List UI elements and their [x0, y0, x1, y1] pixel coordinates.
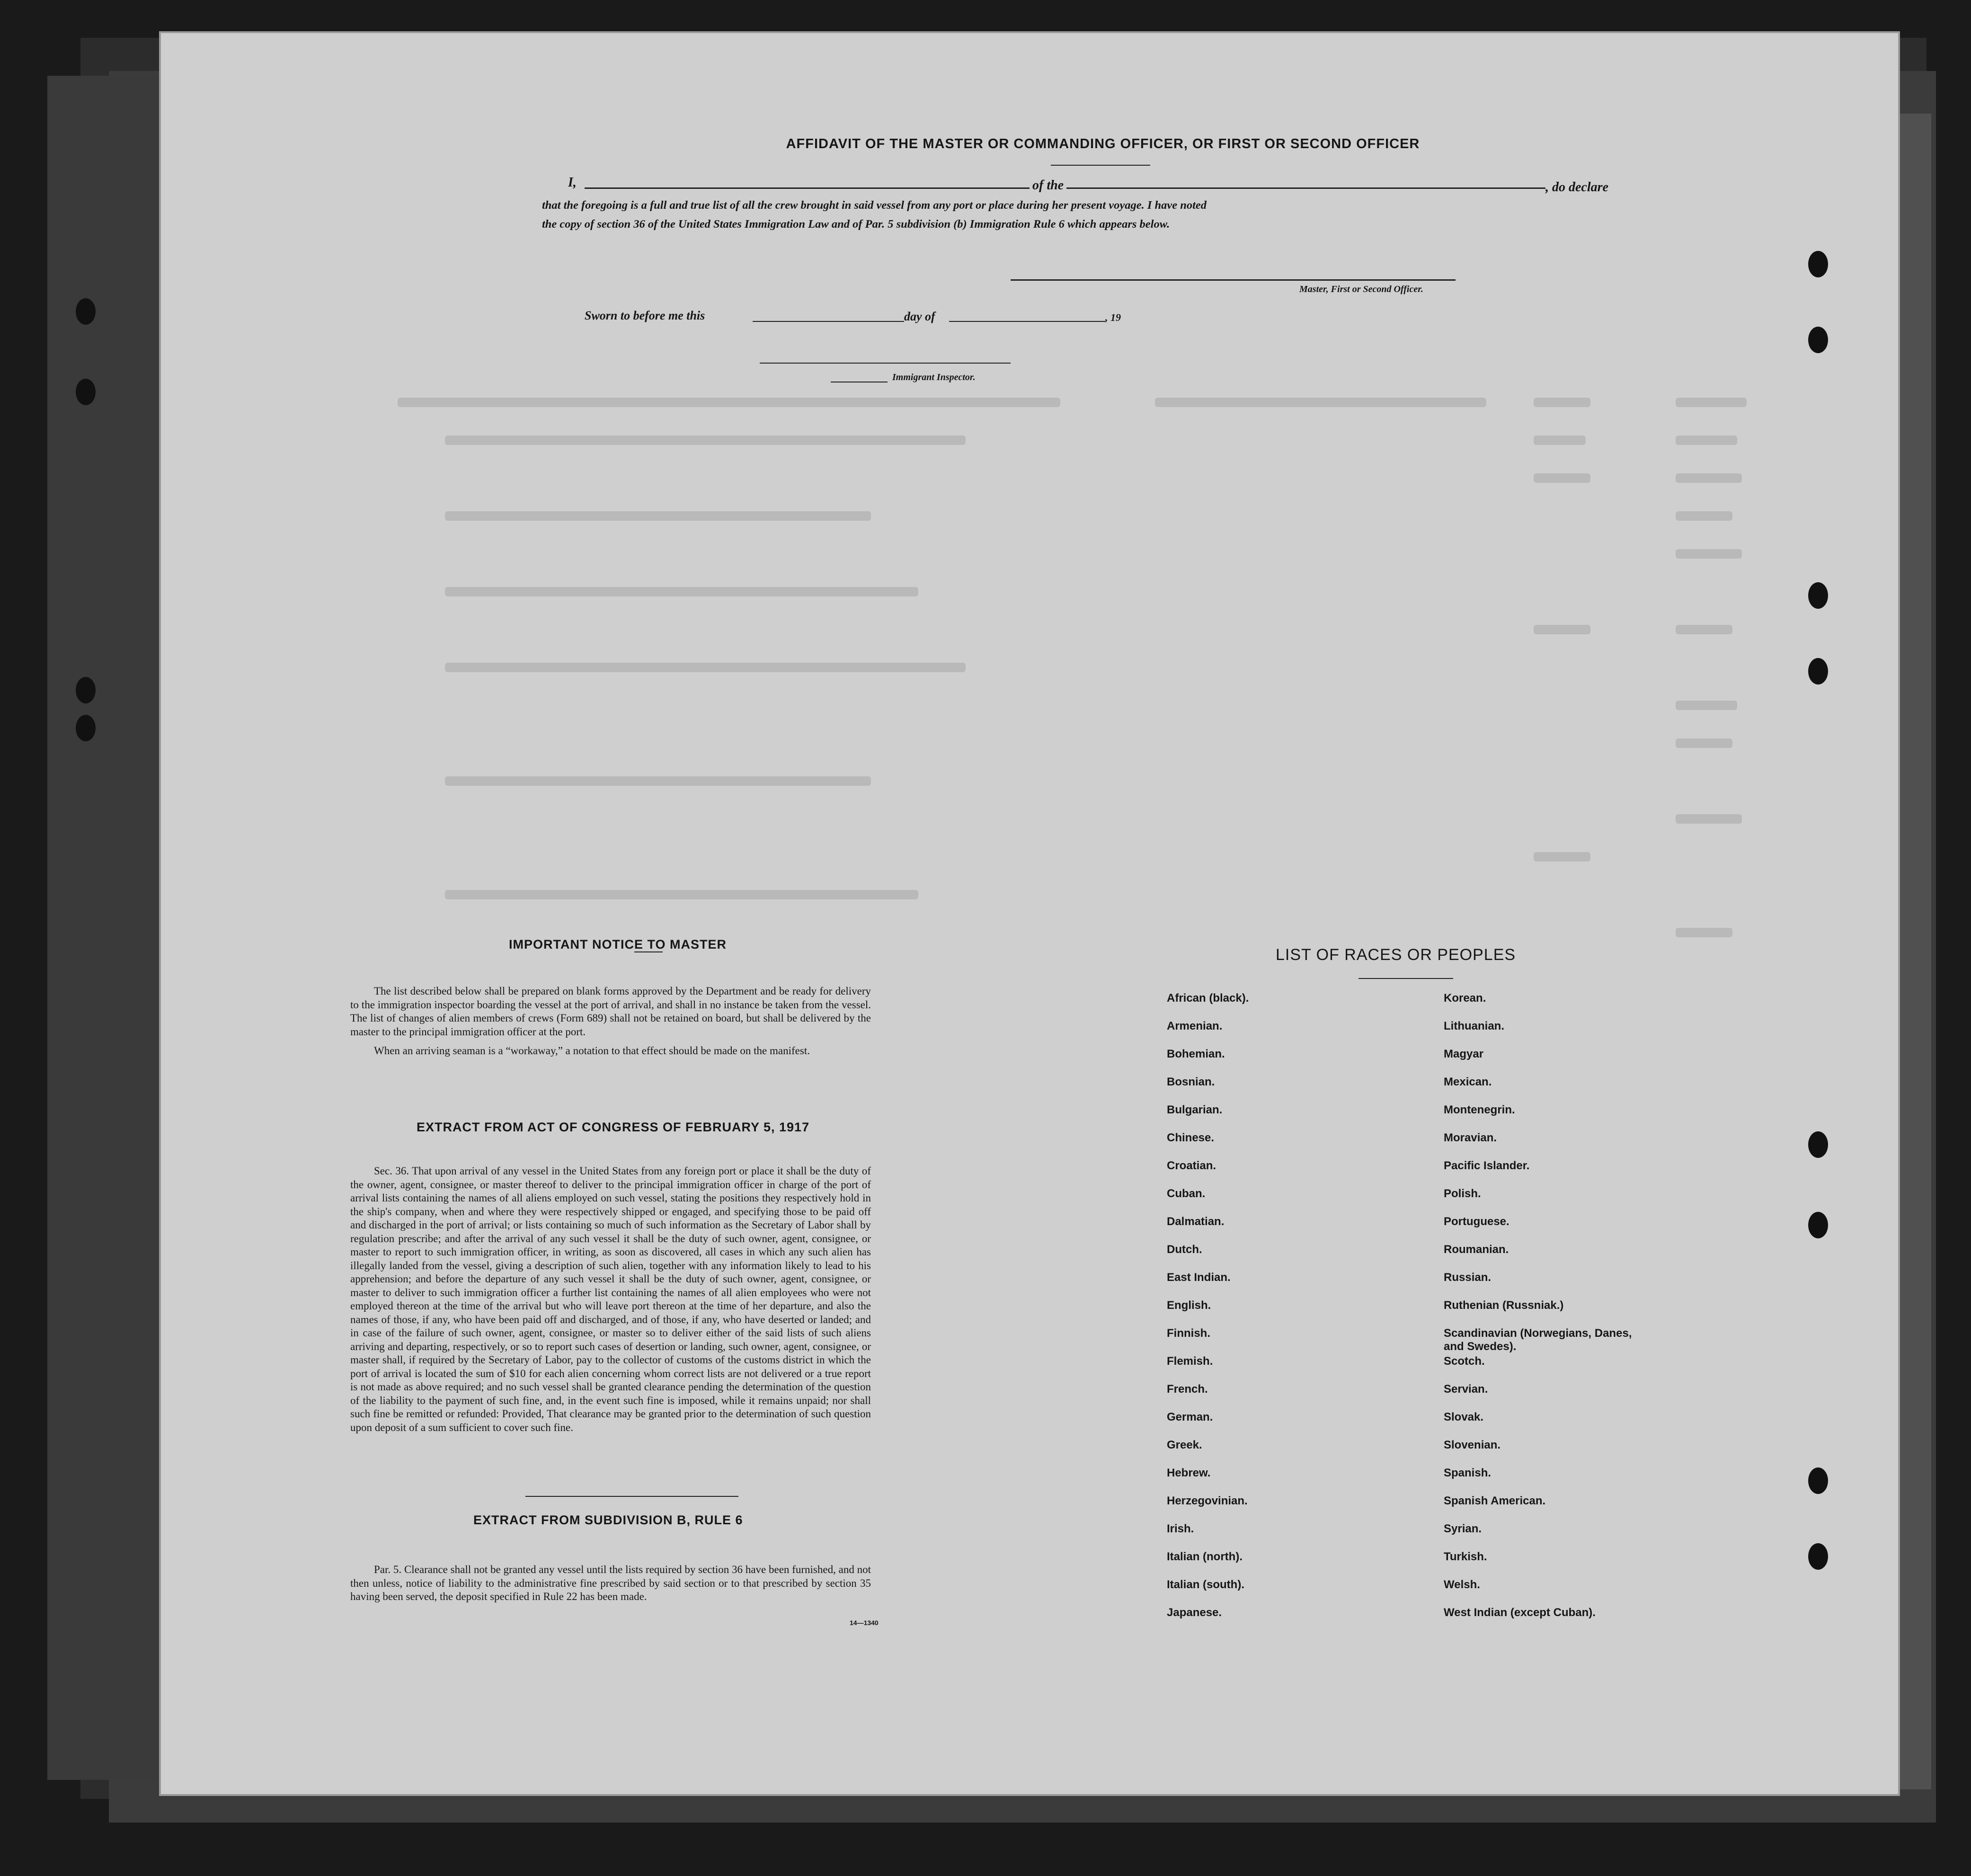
- affidavit-i: I,: [568, 175, 577, 190]
- punch-hole: [1808, 1212, 1828, 1238]
- race-item: Finnish.: [1167, 1327, 1210, 1340]
- race-item: Slovenian.: [1444, 1439, 1501, 1451]
- race-item: Scandinavian (Norwegians, Danes, and Swedes).: [1444, 1327, 1632, 1353]
- race-item: Croatian.: [1167, 1159, 1216, 1172]
- race-item: Lithuanian.: [1444, 1020, 1504, 1032]
- punch-hole: [1808, 1131, 1828, 1158]
- race-item: Bulgarian.: [1167, 1103, 1223, 1116]
- race-item: Russian.: [1444, 1271, 1492, 1284]
- race-item: Hebrew.: [1167, 1467, 1211, 1479]
- race-item: Italian (south).: [1167, 1578, 1244, 1591]
- race-item: Italian (north).: [1167, 1550, 1243, 1563]
- race-item: Welsh.: [1444, 1578, 1480, 1591]
- punch-hole: [1808, 658, 1828, 685]
- notice-paragraph-2: When an arriving seaman is a “workaway,” a notation to that effect should be made on the manifest.: [374, 1045, 810, 1057]
- race-item: Turkish.: [1444, 1550, 1487, 1563]
- punch-hole: [1808, 327, 1828, 353]
- affidavit-line-2: that the foregoing is a full and true list of all the crew brought in said vessel from any port or place during her present voyage. I have noted: [542, 199, 1207, 212]
- punch-hole: [1808, 582, 1828, 609]
- notice-body: [350, 985, 871, 1058]
- race-item: Polish.: [1444, 1187, 1481, 1200]
- affidavit-of-the: of the: [1030, 178, 1066, 193]
- race-item: Greek.: [1167, 1439, 1202, 1451]
- race-item: Mexican.: [1444, 1076, 1492, 1088]
- race-item: Ruthenian (Russniak.): [1444, 1299, 1564, 1312]
- race-item: Herzegovinian.: [1167, 1494, 1248, 1507]
- binder-hole: [76, 677, 96, 703]
- affidavit-do-declare: , do declare: [1545, 180, 1608, 195]
- punch-hole: [1808, 1543, 1828, 1570]
- year-text: , 19: [1105, 311, 1121, 323]
- race-item: Bohemian.: [1167, 1048, 1225, 1060]
- notice-title: IMPORTANT NOTICE TO MASTER: [509, 937, 727, 951]
- sworn-day-line: [753, 321, 904, 322]
- race-item: West Indian (except Cuban).: [1444, 1606, 1596, 1619]
- section-36-text: Sec. 36. That upon arrival of any vessel in the United States from any foreign port or place it shall be the duty of the owner, agent, consignee, or master thereof to deliver to the principal immigration officer in charge of the port of arrival lists containing the names of all aliens employed on such vessel, stating the positions they respectively hold in the ship's company, when and where they were respectively shipped or engaged, and specifying those to be paid off and discharged in the port of arrival; or lists containing so much of such information as the Secretary of Labor shall by regulation prescribe; and after the arrival of any such vessel it shall be the duty of such owner, agent, consignee, or master to report to such immigration officer, in writing, as soon as discovered, all cases in which any such alien has illegally landed from the vessel, giving a description of such alien, together with any information likely to lead to his apprehension; and before the departure of any such vessel it shall be the duty of such owner, agent, consignee, or master to deliver to such immigration officer a further list containing the names of all alien employees who were not employed thereon at the time of the arrival but who will leave port thereon at the time of her departure, and also the names of those, if any, who have been paid off and discharged, and of those, if any, who have deserted or landed; and in case of the failure of such owner, agent, consignee, or master so to deliver either of the said lists of such aliens arriving and departing, respectively, or so to report such cases of desertion or landing, such owner, agent, consignee, or master shall, if required by the Secretary of Labor, pay to the collector of customs of the customs district in which the port of arrival is located the sum of $10 for each alien concerning whom correct lists are not delivered or a true report is not made as above required; and no such vessel shall be granted clearance pending the determination of the question of the liability to the payment of such fine, and, in the event such fine is imposed, while it remains unpaid; nor shall such fine be remitted or refunded: Provided, That clearance may be granted prior to the determination of such question upon deposit of a sum sufficient to cover such fine.: [350, 1165, 871, 1433]
- race-item: Magyar: [1444, 1048, 1484, 1060]
- race-item: French.: [1167, 1383, 1208, 1396]
- race-item: Syrian.: [1444, 1522, 1482, 1535]
- binder-hole: [76, 379, 96, 405]
- race-item: Flemish.: [1167, 1355, 1213, 1368]
- sworn-month-line: [949, 321, 1105, 322]
- vessel-blank-line: [1079, 187, 1545, 189]
- race-item: Dalmatian.: [1167, 1215, 1225, 1228]
- day-of-text: day of: [904, 310, 935, 323]
- title-underline: [1051, 165, 1150, 166]
- race-item: Irish.: [1167, 1522, 1194, 1535]
- race-item: Cuban.: [1167, 1187, 1206, 1200]
- notice-paragraph-1: The list described below shall be prepared on blank forms approved by the Department and be ready for delivery to the immigration inspector boarding the vessel at the port of arrival, and shall in no instance be taken from the vessel. The list of changes of alien members of crews (Form 689) shall not be retained on board, but shall be delivered by the master to the principal immigration officer at the port.: [350, 985, 871, 1038]
- rule-extract-body: [350, 1563, 871, 1604]
- race-item: German.: [1167, 1411, 1213, 1423]
- act-extract-body: [350, 1165, 871, 1434]
- race-item: Montenegrin.: [1444, 1103, 1515, 1116]
- race-item: Portuguese.: [1444, 1215, 1509, 1228]
- punch-hole: [1808, 1467, 1828, 1494]
- race-item: East Indian.: [1167, 1271, 1231, 1284]
- master-caption: Master, First or Second Officer.: [1299, 284, 1423, 294]
- document-page: [161, 33, 1898, 1794]
- race-item: Dutch.: [1167, 1243, 1202, 1256]
- race-item: Korean.: [1444, 992, 1486, 1005]
- race-item: Chinese.: [1167, 1131, 1215, 1144]
- race-item: Roumanian.: [1444, 1243, 1509, 1256]
- race-item: African (black).: [1167, 992, 1249, 1005]
- section-separator: [525, 1496, 738, 1497]
- affidavit-title: AFFIDAVIT OF THE MASTER OR COMMANDING OFFICER, OR FIRST OR SECOND OFFICER: [786, 136, 1420, 151]
- race-item: Pacific Islander.: [1444, 1159, 1530, 1172]
- inspector-line: [760, 363, 1011, 364]
- race-item: Bosnian.: [1167, 1076, 1215, 1088]
- affidavit-line-3: the copy of section 36 of the United States Immigration Law and of Par. 5 subdivision (b) Immigration Rule 6 which appears below.: [542, 218, 1170, 231]
- races-underline: [1358, 978, 1453, 979]
- notice-underline: [634, 951, 663, 952]
- form-number: 14—1340: [850, 1619, 879, 1627]
- signature-line: [1011, 279, 1456, 281]
- race-item: Moravian.: [1444, 1131, 1497, 1144]
- rule-extract-title: EXTRACT FROM SUBDIVISION B, RULE 6: [473, 1513, 743, 1527]
- race-item: Slovak.: [1444, 1411, 1484, 1423]
- punch-hole: [1808, 251, 1828, 277]
- race-item: Armenian.: [1167, 1020, 1223, 1032]
- inspector-caption: Immigrant Inspector.: [892, 372, 976, 382]
- race-item: Japanese.: [1167, 1606, 1222, 1619]
- act-extract-title: EXTRACT FROM ACT OF CONGRESS OF FEBRUARY 5, 1917: [417, 1120, 810, 1134]
- binder-hole: [76, 715, 96, 741]
- sworn-text: Sworn to before me this: [585, 309, 705, 322]
- par-5-text: Par. 5. Clearance shall not be granted any vessel until the lists required by section 36 have been furnished, and not then unless, notice of liability to the administrative fine prescribed by said section or to that prescribed by section 35 having been served, the deposit specified in Rule 22 has been made.: [350, 1564, 871, 1602]
- races-title: LIST OF RACES OR PEOPLES: [1276, 946, 1516, 964]
- binder-hole: [76, 298, 96, 325]
- race-item: Spanish.: [1444, 1467, 1492, 1479]
- race-item: Servian.: [1444, 1383, 1488, 1396]
- race-item: English.: [1167, 1299, 1211, 1312]
- race-item: Spanish American.: [1444, 1494, 1546, 1507]
- race-item: Scotch.: [1444, 1355, 1485, 1368]
